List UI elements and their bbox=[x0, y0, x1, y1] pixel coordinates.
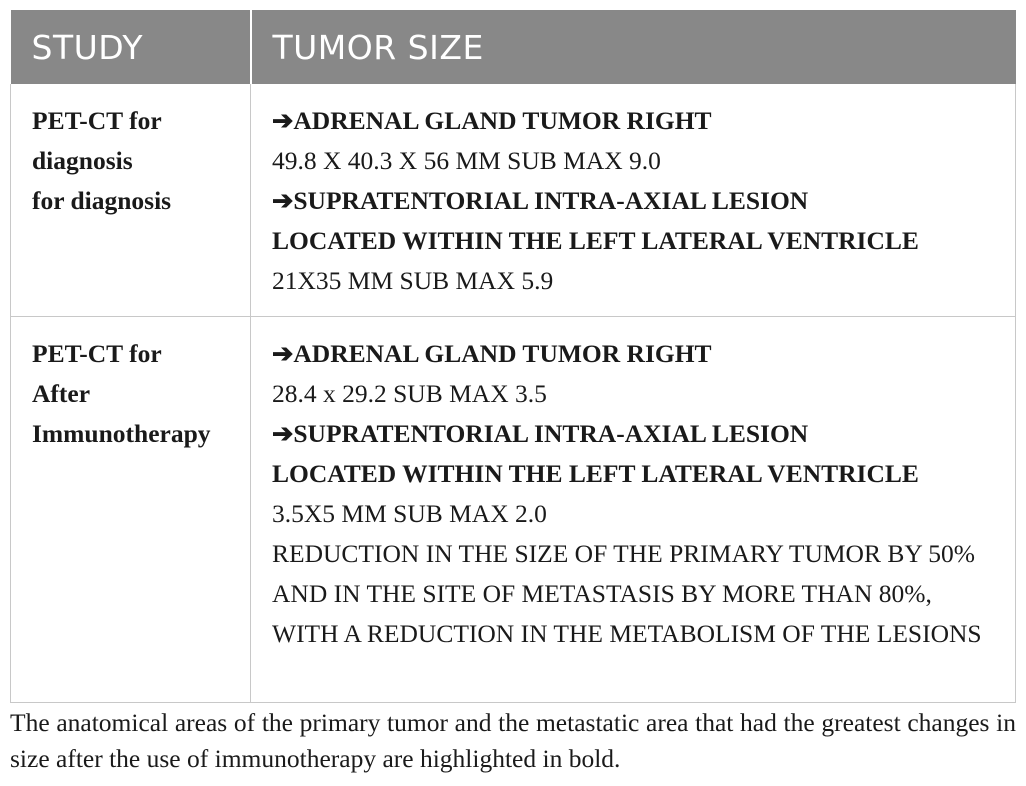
study-label: PET-CT for After Immunotherapy bbox=[32, 339, 211, 448]
column-header-study: STUDY bbox=[11, 10, 251, 84]
measurement-text: 3.5X5 MM SUB MAX 2.0 bbox=[272, 499, 547, 528]
tumor-size-table-container bbox=[10, 10, 1015, 703]
table-row-after-immunotherapy bbox=[11, 317, 1016, 703]
table-caption: The anatomical areas of the primary tumor and the metastatic area that had the greatest changes in size after the use of immunotherapy are highlighted in bold. bbox=[10, 708, 1016, 773]
finding-heading: ➔ADRENAL GLAND TUMOR RIGHT bbox=[272, 339, 712, 368]
column-header-tumor-size: TUMOR SIZE bbox=[251, 10, 1016, 84]
finding-heading: ➔SUPRATENTORIAL INTRA-AXIAL LESION bbox=[272, 186, 809, 215]
finding-heading: LOCATED WITHIN THE LEFT LATERAL VENTRICLE bbox=[272, 226, 919, 255]
finding-heading: ➔ADRENAL GLAND TUMOR RIGHT bbox=[272, 106, 712, 135]
finding-heading: ➔SUPRATENTORIAL INTRA-AXIAL LESION bbox=[272, 419, 809, 448]
tumor-size-cell bbox=[251, 317, 1016, 703]
study-label: PET-CT for diagnosis for diagnosis bbox=[32, 106, 172, 215]
measurement-text: 28.4 x 29.2 SUB MAX 3.5 bbox=[272, 379, 547, 408]
measurement-text: 21X35 MM SUB MAX 5.9 bbox=[272, 266, 554, 295]
study-cell bbox=[11, 84, 251, 317]
tumor-size-table bbox=[10, 10, 1016, 703]
finding-heading: LOCATED WITHIN THE LEFT LATERAL VENTRICLE bbox=[272, 459, 919, 488]
measurement-text: 49.8 X 40.3 X 56 MM SUB MAX 9.0 bbox=[272, 146, 661, 175]
study-cell bbox=[11, 317, 251, 703]
table-row-diagnosis bbox=[11, 84, 1016, 317]
tumor-size-cell bbox=[251, 84, 1016, 317]
table-header-row bbox=[11, 10, 1016, 84]
summary-text: REDUCTION IN THE SIZE OF THE PRIMARY TUMOR BY 50% AND IN THE SITE OF METASTASIS BY MORE THAN 80%, WITH A REDUCTION IN THE METABOLISM OF THE LESIONS bbox=[272, 539, 982, 648]
